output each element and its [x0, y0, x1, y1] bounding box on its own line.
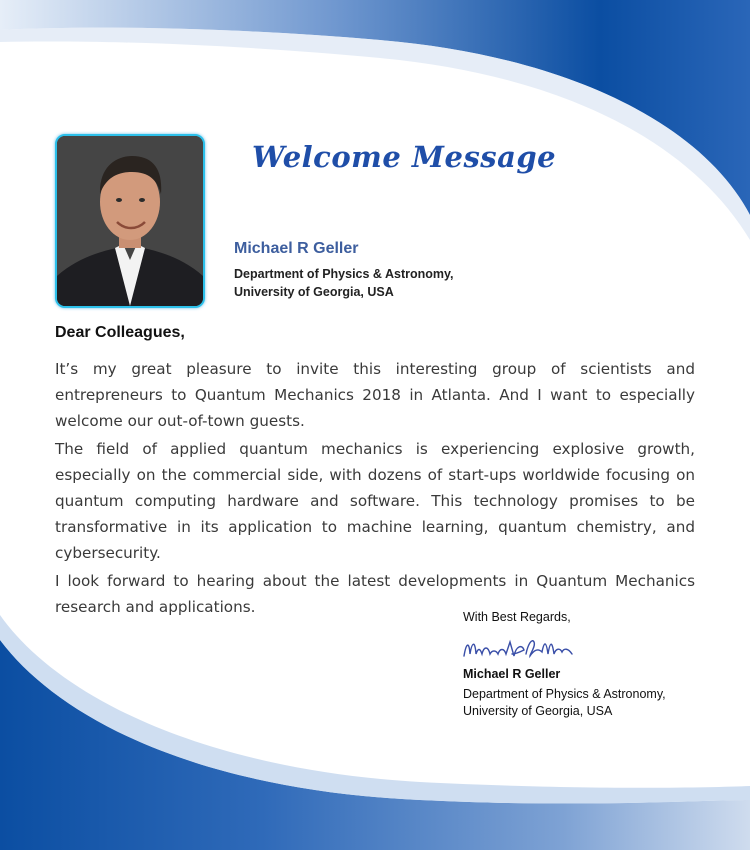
signer-univ-line: University of Georgia, USA: [463, 704, 613, 718]
handwritten-signature-icon: [460, 634, 580, 664]
person-photo-icon: [57, 136, 203, 306]
closing-line: With Best Regards,: [463, 610, 571, 624]
speaker-name: Michael R Geller: [234, 240, 359, 257]
salutation: Dear Colleagues,: [55, 324, 185, 341]
letter-paragraph: The field of applied quantum mechanics is experiencing explosive growth, especially on the commercial side, with dozens of start-ups worldwide focusing on quantum computing hardware and software. This technology promises to be transformative in its application to machine learning, quantum chemistry, and cybersecurity.: [55, 440, 695, 562]
letter-body: [55, 356, 695, 622]
speaker-univ-line: University of Georgia, USA: [234, 285, 394, 299]
letter-paragraph: I look forward to hearing about the latest developments in Quantum Mechanics research and applications.: [55, 572, 695, 616]
signer-dept-line: Department of Physics & Astronomy,: [463, 687, 666, 701]
signer-name: Michael R Geller: [463, 667, 561, 681]
speaker-photo: [55, 134, 205, 308]
speaker-dept-line: Department of Physics & Astronomy,: [234, 267, 454, 281]
page-title: Welcome Message: [252, 140, 557, 174]
letter-paragraph: It’s my great pleasure to invite this interesting group of scientists and entrepreneurs to Quantum Mechanics 2018 in Atlanta. And I want to especially welcome our out-of-town guests.: [55, 360, 695, 430]
speaker-affiliation: [234, 265, 454, 301]
signer-affiliation: [463, 686, 666, 720]
